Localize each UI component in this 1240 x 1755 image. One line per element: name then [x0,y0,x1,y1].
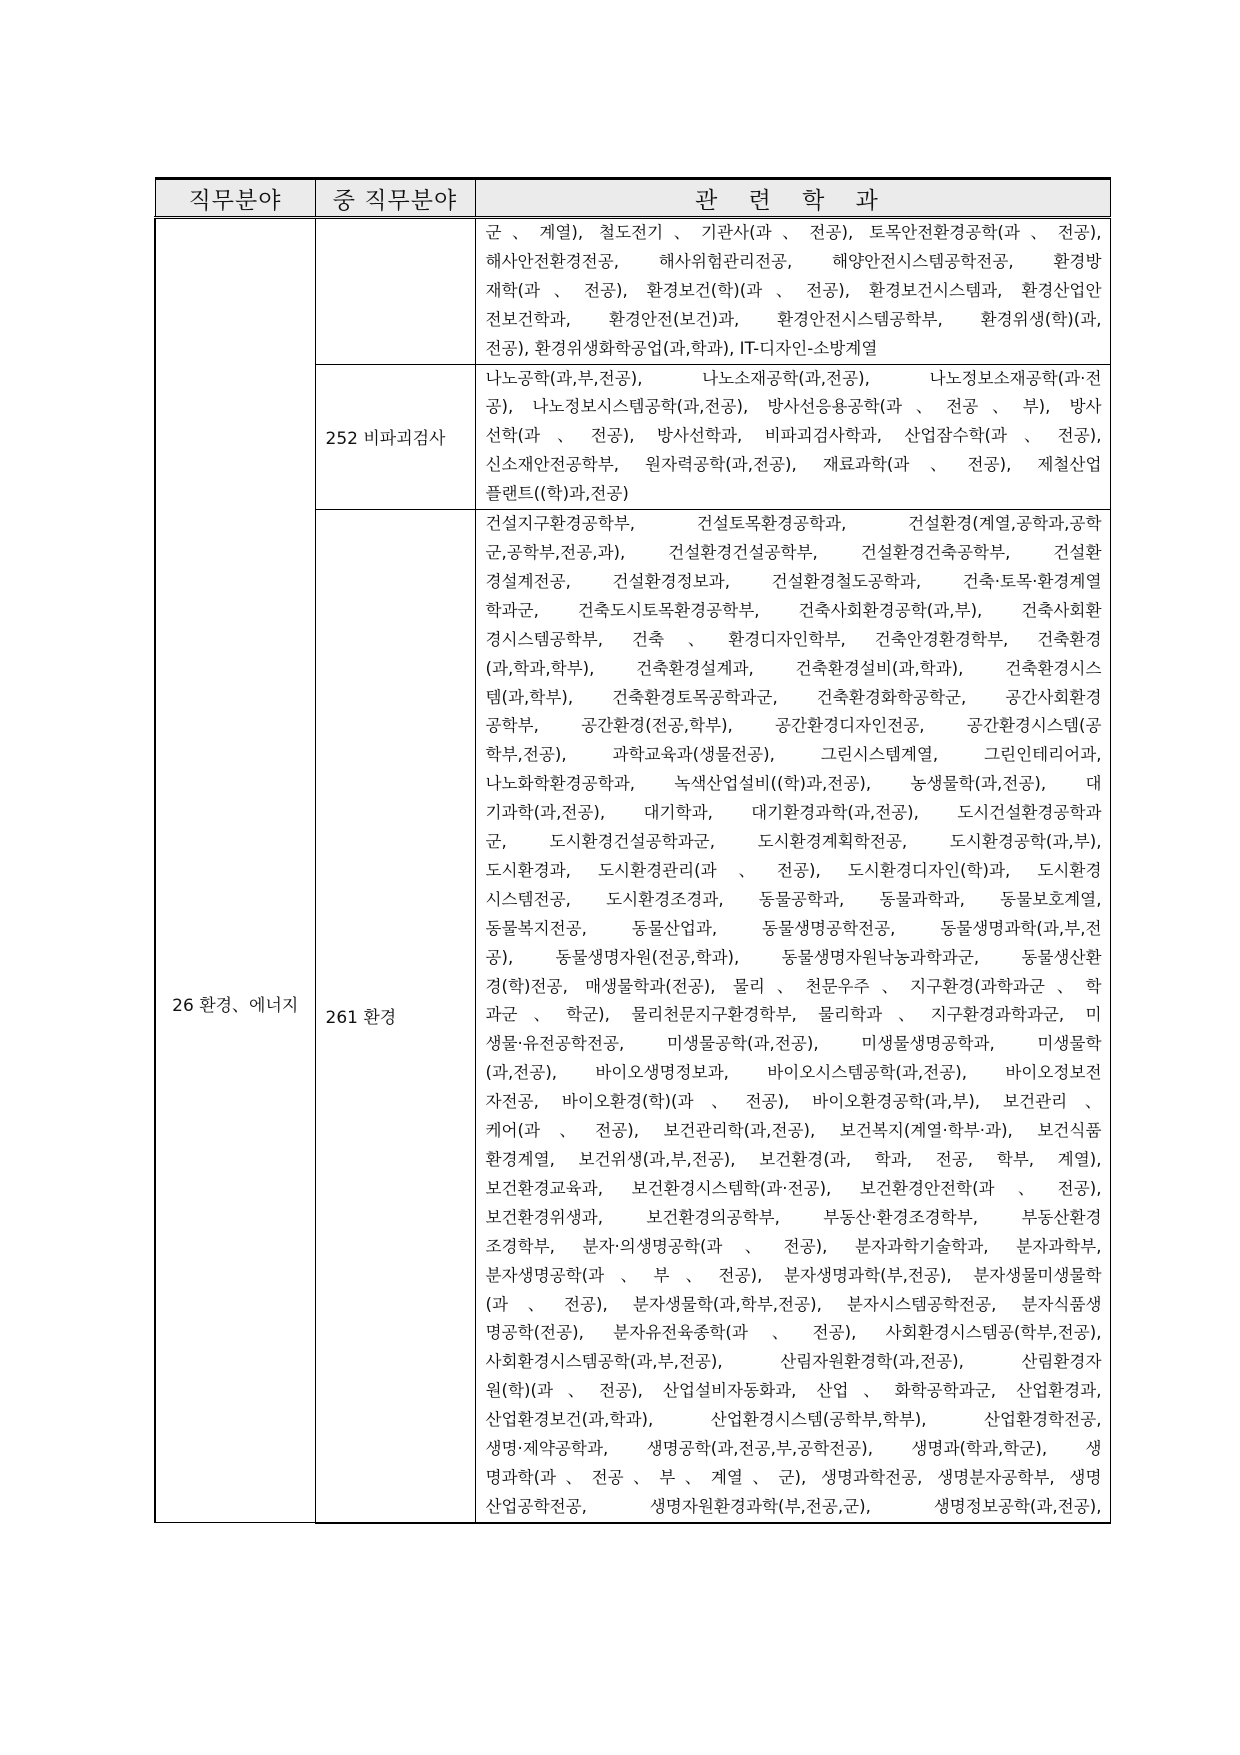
major-list-line: 명공학(전공), 분자유전육종학(과、전공), 사회환경시스템공(학부,전공), [485,1323,1102,1343]
major-list-line: 보건환경위생과, 보건환경의공학부, 부동산·환경조경학부, 부동산환경 [485,1207,1102,1227]
major-list-line: 템(과,학부), 건축환경토목공학과군, 건축환경화학공학군, 공간사회환경 [485,687,1102,707]
major-list-line: 과군、학군), 물리천문지구환경학부, 물리학과、지구환경과학과군, 미 [485,1005,1102,1025]
major-list-line: 해사안전환경전공, 해사위험관리전공, 해양안전시스템공학전공, 환경방 [485,251,1102,271]
major-list-line: 동물복지전공, 동물산업과, 동물생명공학전공, 동물생명과학(과,부,전 [485,918,1102,938]
major-list-line: 재학(과、전공), 환경보건(학)(과、전공), 환경보건시스템과, 환경산업안 [485,280,1102,300]
header-job-field: 직무분야 [155,179,315,218]
major-list-line: 도시환경과, 도시환경관리(과、전공), 도시환경디자인(학)과, 도시환경 [485,860,1102,880]
major-list-line: 기과학(과,전공), 대기학과, 대기환경과학(과,전공), 도시건설환경공학과 [485,803,1102,823]
major-list-line: 명과학(과、전공、부、계열、군), 생명과학전공, 생명분자공학부, 생명 [485,1467,1102,1487]
major-list-line: 생명·제약공학과, 생명공학(과,전공,부,공학전공), 생명과(학과,학군), 생 [485,1439,1102,1459]
major-list-line: 건설지구환경공학부, 건설토목환경공학과, 건설환경(계열,공학과,공학 [485,514,1102,534]
major-list-line: 군, 도시환경건설공학과군, 도시환경계획학전공, 도시환경공학(과,부), [485,832,1102,852]
related-majors-cell [475,364,1110,510]
major-list-line: 사회환경시스템공학(과,부,전공), 산림자원환경학(과,전공), 산림환경자 [485,1352,1102,1372]
major-list-line: 조경학부, 분자·의생명공학(과、전공), 분자과학기술학과, 분자과학부, [485,1236,1102,1256]
major-list-line: 산업환경보건(과,학과), 산업환경시스템(공학부,학부), 산업환경학전공, [485,1410,1102,1430]
major-list-line: 군、계열), 철도전기、기관사(과、전공), 토목안전환경공학(과、전공), [485,223,1102,242]
major-list-line: 플랜트((학)과,전공) [485,484,629,504]
header-related-majors: 관 련 학 과 [475,179,1110,218]
table-row [155,218,1110,365]
major-list-line: 나노화학환경공학과, 녹색산업설비((학)과,전공), 농생물학(과,전공), 대 [485,774,1102,794]
major-list-line: 원(학)(과、전공), 산업설비자동화과, 산업、화학공학과군, 산업환경과, [485,1381,1102,1401]
job-field-text: 26 환경、에너지 [172,996,299,1017]
major-list-line: 공), 나노정보시스템공학(과,전공), 방사선응용공학(과、전공、부), 방사 [485,397,1102,417]
major-list-line: 자전공, 바이오환경(학)(과、전공), 바이오환경공학(과,부), 보건관리、 [485,1092,1102,1112]
major-list-line: (과,전공), 바이오생명정보과, 바이오시스템공학(과,전공), 바이오정보전 [485,1063,1102,1083]
major-list-line: 전보건학과, 환경안전(보건)과, 환경안전시스템공학부, 환경위생(학)(과, [485,309,1102,329]
major-list-line: 생물·유전공학전공, 미생물공학(과,전공), 미생물생명공학과, 미생물학 [485,1034,1102,1054]
major-list-line: 신소재안전공학부, 원자력공학(과,전공), 재료과학(과、전공), 제철산업 [485,455,1102,475]
major-list-line: 군,공학부,전공,과), 건설환경건설공학부, 건설환경건축공학부, 건설환 [485,542,1102,562]
header-sub-job-field: 중 직무분야 [315,179,475,218]
related-majors-table [154,177,1111,1524]
major-list-line: 공), 동물생명자원(전공,학과), 동물생명자원낙농과학과군, 동물생산환 [485,947,1102,967]
major-list-line: 환경계열, 보건위생(과,부,전공), 보건환경(과, 학과, 전공, 학부, 계열), [485,1150,1102,1169]
major-list-line: 케어(과、전공), 보건관리학(과,전공), 보건복지(계열·학부·과), 보건식품 [485,1121,1102,1141]
major-list-line: 공학부, 공간환경(전공,학부), 공간환경디자인전공, 공간환경시스템(공 [485,716,1102,736]
major-list-line: (과,학과,학부), 건축환경설계과, 건축환경설비(과,학과), 건축환경시스 [485,658,1102,678]
major-list-line: 경(학)전공, 매생물학과(전공), 물리、천문우주、지구환경(과학과군、학 [485,976,1102,996]
major-list-line: (과、전공), 분자생물학(과,학부,전공), 분자시스템공학전공, 분자식품생 [485,1294,1102,1314]
major-list-line: 산업공학전공, 생명자원환경과학(부,전공,군), 생명정보공학(과,전공), [485,1496,1102,1516]
table-header-row [155,179,1110,218]
major-list-line: 경설계전공, 건설환경정보과, 건설환경철도공학과, 건축·토목·환경계열 [485,571,1102,591]
major-list-line: 전공), 환경위생화학공업(과,학과), IT-디자인-소방계열 [485,338,878,358]
job-field-cell [155,218,315,1523]
major-list-line: 시스템전공, 도시환경조경과, 동물공학과, 동물과학과, 동물보호계열, [485,889,1102,909]
major-list-line: 보건환경교육과, 보건환경시스템학(과·전공), 보건환경안전학(과、전공), [485,1178,1102,1198]
major-list-line: 경시스템공학부, 건축、환경디자인학부, 건축안경환경학부, 건축환경 [485,629,1102,649]
related-majors-cell [475,218,1110,365]
major-list-line: 학과군, 건축도시토목환경공학부, 건축사회환경공학(과,부), 건축사회환 [485,600,1102,620]
sub-job-field-cell: 252 비파괴검사 [315,364,475,510]
major-list-line: 나노공학(과,부,전공), 나노소재공학(과,전공), 나노정보소재공학(과·전 [485,368,1102,388]
major-list-line: 분자생명공학(과、부、전공), 분자생명과학(부,전공), 분자생물미생물학 [485,1265,1102,1285]
related-majors-cell [475,510,1110,1523]
sub-job-field-cell [315,218,475,365]
major-list-line: 선학(과、전공), 방사선학과, 비파괴검사학과, 산업잠수학(과、전공), [485,426,1102,446]
major-list-line: 학부,전공), 과학교육과(생물전공), 그린시스템계열, 그린인테리어과, [485,745,1102,765]
sub-job-field-cell: 261 환경 [315,510,475,1523]
